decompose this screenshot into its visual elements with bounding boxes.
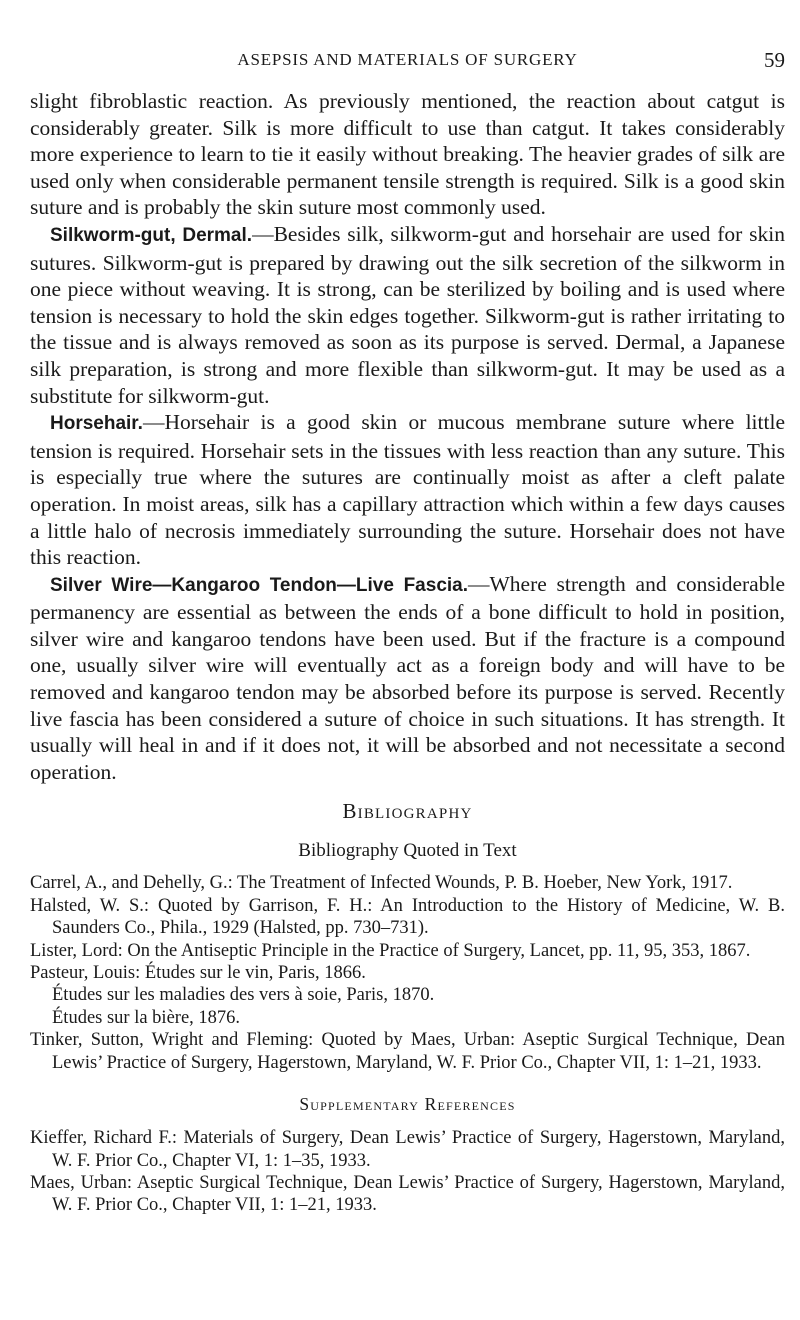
paragraph-silver-wire <box>30 571 785 786</box>
reference-item: Kieffer, Richard F.: Materials of Surgery, Dean Lewis’ Practice of Surgery, Hagerstown, Maryland, W. F. Prior Co., Chapter VI, 1: 1–35, 1933. <box>30 1128 785 1171</box>
reference-continuation: Études sur les maladies des vers à soie, Paris, 1870. <box>52 985 435 1006</box>
paragraph-horsehair <box>30 409 785 571</box>
reference-item: Lister, Lord: On the Antiseptic Principle in the Practice of Surgery, Lancet, pp. 11, 95, 353, 1867. <box>30 940 751 961</box>
reference-item: Halsted, W. S.: Quoted by Garrison, F. H.: An Introduction to the History of Medicine, W. B. Saunders Co., Phila., 1929 (Halsted, pp. 730–731). <box>30 895 785 939</box>
reference-item: Tinker, Sutton, Wright and Fleming: Quoted by Maes, Urban: Aseptic Surgical Technique, Dean Lewis’ Practice of Surgery, Hagerstown, Maryland, W. F. Prior Co., Chapter VII, 1: 1–21, 1933. <box>30 1030 785 1073</box>
body-text <box>30 88 785 785</box>
page-header <box>30 40 785 78</box>
bibliography-title: Bibliography <box>342 799 473 824</box>
bibliography-subtitle: Bibliography Quoted in Text <box>298 840 517 862</box>
heading-silkworm-gut: Silkworm-gut, Dermal. <box>50 224 253 246</box>
supplementary-title: Supplementary References <box>299 1094 516 1115</box>
reference-item: Carrel, A., and Dehelly, G.: The Treatment of Infected Wounds, P. B. Hoeber, New York, 1917. <box>30 873 733 894</box>
running-head: ASEPSIS AND MATERIALS OF SURGERY <box>237 50 578 69</box>
bibliography-list <box>30 872 785 1074</box>
reference-continuation: Études sur la bière, 1876. <box>52 1007 241 1028</box>
paragraph-silkworm-gut <box>30 221 785 409</box>
paragraph-horsehair-text: —Horsehair is a good skin or mucous membrane suture where little tension is required. Horsehair sets in the tissues with less reaction than any suture. This is especially true where the sutures are continually moist as after a cleft palate operation. In moist areas, silk has a capillary attraction which within a few days causes a little halo of necrosis immediately surrounding the suture. Horsehair does not have this reaction. <box>30 410 785 570</box>
heading-silver-wire: Silver Wire—Kangaroo Tendon—Live Fascia. <box>50 574 469 596</box>
paragraph-silver-wire-text: —Where strength and considerable permanency are essential as between the ends of a bone difficult to hold in position, silver wire and kangaroo tendons have been used. But if the fracture is a compound one, usually silver wire will eventually act as a foreign body and will have to be removed and kangaroo tendon may be absorbed before its purpose is served. Recently live fascia has been considered a suture of choice in such situations. It has strength. It usually will heal in and if it does not, it will be absorbed and not necessitate a second operation. <box>30 571 785 784</box>
paragraph-silkworm-gut-text: —Besides silk, silkworm-gut and horsehair are used for skin sutures. Silkworm-gut is prepared by drawing out the silk secretion of the silkworm in one piece without weaving. It is strong, can be sterilized by boiling and is used where tension is necessary to hold the skin edges together. Silkworm-gut is rather irritating to the tissue and is always removed as soon as its purpose is served. Dermal, a Japanese silk preparation, is strong and more flexible than silkworm-gut. It may be used as a substitute for silkworm-gut. <box>30 221 785 408</box>
reference-item: Pasteur, Louis: Études sur le vin, Paris, 1866. <box>30 963 366 984</box>
book-page <box>30 40 785 1217</box>
supplementary-list <box>30 1127 785 1217</box>
paragraph-silk: slight fibroblastic reaction. As previously mentioned, the reaction about catgut is considerably greater. Silk is more difficult to use than catgut. It takes considerably more experience to learn to tie it easily without breaking. The heavier grades of silk are used only when considerable permanent tensile strength is required. Silk is a good skin suture and is probably the skin suture most commonly used. <box>30 89 785 220</box>
page-number: 59 <box>764 48 785 72</box>
reference-item: Maes, Urban: Aseptic Surgical Technique, Dean Lewis’ Practice of Surgery, Hagerstown, Maryland, W. F. Prior Co., Chapter VII, 1: 1–21, 1933. <box>30 1172 785 1216</box>
heading-horsehair: Horsehair. <box>50 413 143 435</box>
